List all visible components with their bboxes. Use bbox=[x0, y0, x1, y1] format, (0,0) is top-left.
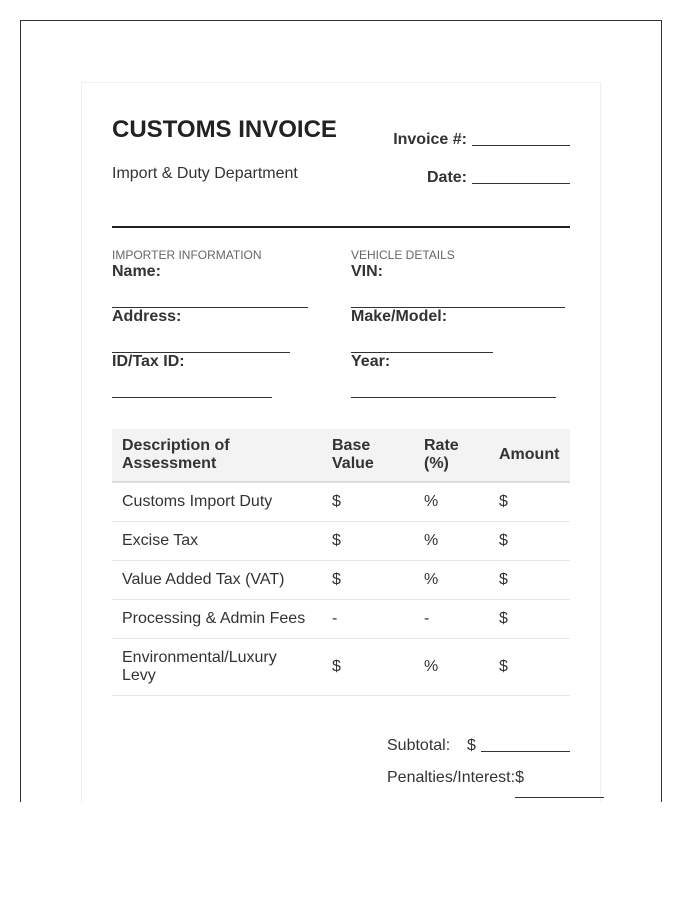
table-row bbox=[112, 600, 570, 639]
vehicle-section-label: VEHICLE DETAILS bbox=[351, 248, 455, 262]
cell-amount: $ bbox=[489, 561, 570, 600]
vehicle-make-model-label: Make/Model: bbox=[351, 308, 448, 325]
table-row bbox=[112, 522, 570, 561]
vehicle-vin-line bbox=[351, 281, 565, 308]
cell-description: Excise Tax bbox=[112, 522, 322, 561]
column-header-amount: Amount bbox=[489, 429, 570, 482]
penalties-label: Penalties/Interest: bbox=[387, 769, 516, 786]
importer-taxid-label: ID/Tax ID: bbox=[112, 353, 185, 370]
cell-base-value: $ bbox=[322, 561, 414, 600]
penalties-line bbox=[515, 797, 604, 798]
assessment-table bbox=[112, 429, 570, 696]
date-label: Date: bbox=[426, 169, 467, 186]
penalties-currency: $ bbox=[515, 769, 524, 786]
page-frame bbox=[20, 20, 662, 802]
importer-section-label: IMPORTER INFORMATION bbox=[112, 248, 262, 262]
column-header-base-value: Base Value bbox=[322, 429, 414, 482]
cell-amount: $ bbox=[489, 482, 570, 522]
subtotal-currency: $ bbox=[467, 737, 476, 754]
date-field bbox=[427, 169, 570, 187]
cell-base-value: $ bbox=[322, 482, 414, 522]
column-header-rate: Rate (%) bbox=[414, 429, 489, 482]
vehicle-make-model-line bbox=[351, 326, 493, 353]
invoice-title: CUSTOMS INVOICE bbox=[112, 116, 337, 143]
cell-base-value: $ bbox=[322, 639, 414, 696]
date-line bbox=[472, 182, 570, 184]
table-header-row bbox=[112, 429, 570, 482]
importer-name-line bbox=[112, 281, 308, 308]
vehicle-vin-label: VIN: bbox=[351, 263, 383, 280]
cell-rate: - bbox=[414, 600, 489, 639]
subtotal-line bbox=[481, 750, 570, 752]
importer-section bbox=[112, 248, 332, 398]
column-header-description: Description of Assessment bbox=[112, 429, 322, 482]
cell-description: Environmental/Luxury Levy bbox=[112, 639, 322, 696]
cell-description: Value Added Tax (VAT) bbox=[112, 561, 322, 600]
cell-rate: % bbox=[414, 522, 489, 561]
cell-base-value: - bbox=[322, 600, 414, 639]
invoice-number-field bbox=[393, 131, 570, 149]
table-row bbox=[112, 639, 570, 696]
subtotal-row bbox=[387, 723, 570, 755]
department-name: Import & Duty Department bbox=[112, 165, 298, 182]
vehicle-year-label: Year: bbox=[351, 353, 391, 370]
penalties-row bbox=[387, 755, 570, 787]
table-row bbox=[112, 482, 570, 522]
importer-taxid-line bbox=[112, 371, 272, 398]
cell-amount: $ bbox=[489, 639, 570, 696]
cell-description: Customs Import Duty bbox=[112, 482, 322, 522]
importer-address-label: Address: bbox=[112, 308, 182, 325]
vehicle-section bbox=[351, 248, 570, 398]
cell-description: Processing & Admin Fees bbox=[112, 600, 322, 639]
cell-rate: % bbox=[414, 561, 489, 600]
header-divider bbox=[112, 226, 570, 228]
subtotal-label: Subtotal: bbox=[387, 737, 451, 754]
vehicle-year-line bbox=[351, 371, 556, 398]
invoice-card bbox=[81, 82, 601, 802]
importer-address-line bbox=[112, 326, 290, 353]
importer-name-label: Name: bbox=[112, 263, 161, 280]
cell-rate: % bbox=[414, 639, 489, 696]
table-row bbox=[112, 561, 570, 600]
cell-base-value: $ bbox=[322, 522, 414, 561]
cell-amount: $ bbox=[489, 600, 570, 639]
cell-amount: $ bbox=[489, 522, 570, 561]
cell-rate: % bbox=[414, 482, 489, 522]
totals-section bbox=[387, 723, 570, 787]
invoice-number-label: Invoice #: bbox=[393, 131, 467, 148]
invoice-number-line bbox=[472, 144, 570, 146]
